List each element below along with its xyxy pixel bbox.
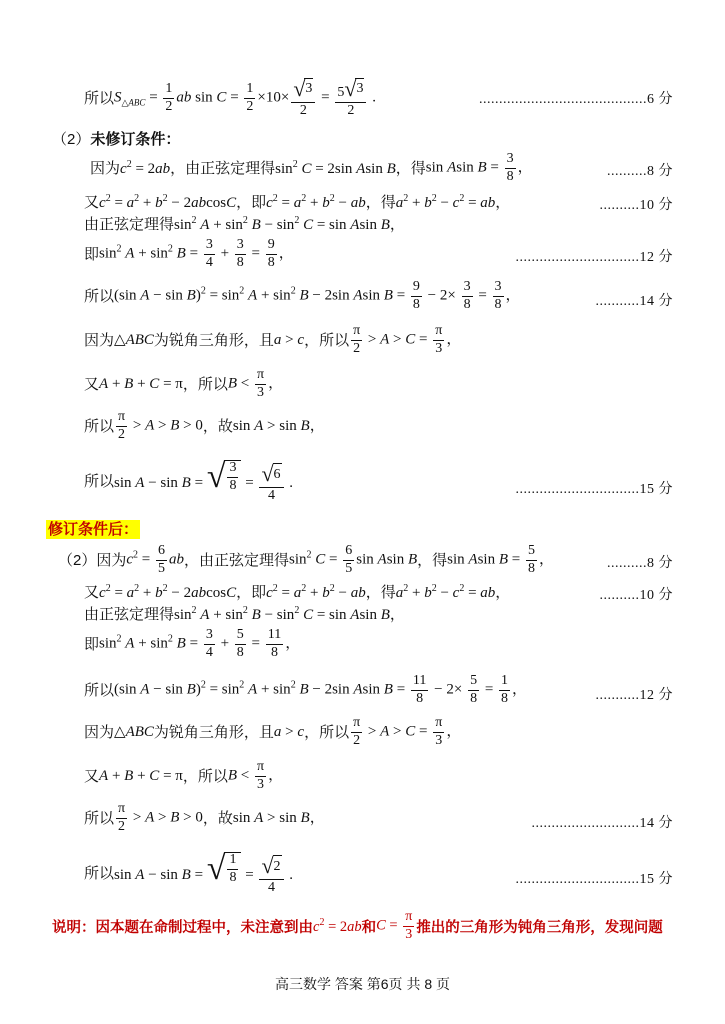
orig-l5-eq: (sin $A - \sin B)^2 = \sin^2 A + \sin^2 B - 2\sin$ Asin B = $\frac{9}{8}$ − 2× $\frac{3}{8}$ = $\frac{3}{8}$ ， <box>114 279 521 312</box>
rev-l1-eq1: $c^2$ = $\frac{6}{5}$ ab <box>126 543 184 576</box>
orig-l2-c: ，得 <box>365 194 396 211</box>
rev-l2-eq3: $a^2 + b^2 - c^2$ = ab， <box>395 583 511 601</box>
orig-l2-b: ，即 <box>236 194 267 211</box>
note-a: 说明：因本题在命制过程中，未注意到由 <box>52 919 313 936</box>
rev-line-8 <box>84 802 325 834</box>
orig-l5-a: 所以 <box>84 287 115 305</box>
rev-l6-tri: △ABC <box>114 723 154 740</box>
orig-line-1 <box>90 152 533 184</box>
rev-l7-eq2: B < $\frac{\pi}{3}$ ， <box>227 759 284 792</box>
orig-l1-c: ，得 <box>395 159 426 177</box>
rev-l9-a: 所以 <box>84 865 115 883</box>
score-6: ..........................................6 分 <box>479 92 673 107</box>
orig-line-8 <box>84 410 325 442</box>
rev-l7-b: ，所以 <box>182 767 228 785</box>
orig-l6-c: ，所以 <box>304 331 350 349</box>
rev-l2-a: 又 <box>84 584 100 601</box>
score-8b: ..........8 分 <box>607 556 673 571</box>
rev-l6-b: 为锐角三角形，且 <box>153 723 274 741</box>
orig-l8-b: ，故 <box>202 417 233 435</box>
note-eq1: $c^2 = 2ab$ <box>313 916 362 935</box>
orig-line-9 <box>84 460 293 504</box>
orig-l2-eq1: $c^2 = a^2 + b^2 - 2abcosC$ <box>99 193 237 211</box>
orig-l2-eq2: $c^2 = a^2 + b^2$ − ab <box>266 193 366 211</box>
part1-formula: $S_{\triangle ABC}$ = $\frac{1}{2}$ ab sin C = $\frac{1}{2}$ ×10× √ 3 2 = 5 √ 3 2 . <box>114 76 376 118</box>
orig-l7-eq1: A + B + C = π <box>99 375 183 392</box>
rev-l6-c: ，所以 <box>304 723 350 741</box>
orig-l1-eq2: $\sin^2 C = 2\sin$ Asin B <box>275 158 396 177</box>
orig-l3-a: 由正弦定理得 <box>84 216 175 233</box>
section-revised-heading <box>46 518 140 539</box>
orig-l1-b: ，由正弦定理得 <box>170 159 276 177</box>
orig-l1-eq3: sin Asin B = $\frac{3}{8}$ ， <box>425 151 533 184</box>
orig-line-2 <box>84 194 510 211</box>
note-eq2: C = $\frac{\pi}{3}$ <box>376 909 413 942</box>
section-original-label: （2） <box>52 131 91 148</box>
part1-result <box>84 78 376 118</box>
orig-l8-a: 所以 <box>84 417 115 435</box>
rev-l6-eq1: a > c <box>273 723 305 740</box>
orig-line-6 <box>84 324 461 356</box>
rev-l4-a: 即 <box>84 635 100 653</box>
rev-line-6 <box>84 716 461 748</box>
rev-line-9 <box>84 852 293 896</box>
rev-l1-a: 因为 <box>96 551 127 569</box>
orig-l6-a: 因为 <box>84 331 115 349</box>
rev-l3-a: 由正弦定理得 <box>84 606 175 623</box>
orig-l6-eq2: $\frac{\pi}{2}$ > A > C = $\frac{\pi}{3}$ ， <box>353 323 462 356</box>
orig-line-4 <box>84 238 294 270</box>
section-revised-title: 修订条件后： <box>48 521 139 538</box>
rev-line-7 <box>84 760 283 792</box>
score-10b: ..........10 分 <box>599 588 673 603</box>
rev-l1-eq3: sin Asin B = $\frac{5}{8}$ ， <box>447 543 555 576</box>
orig-line-5 <box>84 280 521 312</box>
section-original-title: 未修订条件： <box>90 131 181 148</box>
orig-line-7 <box>84 368 283 400</box>
rev-l1-b: ，由正弦定理得 <box>184 551 290 569</box>
orig-l8-eq2: sin A > sin B， <box>232 417 325 434</box>
orig-l7-a: 又 <box>84 375 100 393</box>
note-b: 和 <box>361 919 377 936</box>
rev-l7-a: 又 <box>84 767 100 785</box>
score-14a: ...........14 分 <box>595 294 673 309</box>
orig-l7-b: ，所以 <box>182 375 228 393</box>
page-footer: 高三数学 答案 第6页 共 8 页 <box>274 976 451 992</box>
rev-l8-eq2: sin A > sin B， <box>232 809 325 826</box>
rev-l2-eq1: $c^2 = a^2 + b^2 - 2abcosC$ <box>99 583 237 601</box>
score-12a: ...............................12 分 <box>515 250 673 265</box>
score-14b: ...........................14 分 <box>531 816 673 831</box>
rev-l6-a: 因为 <box>84 723 115 741</box>
orig-l1-eq1: $c^2 = 2ab$ <box>120 158 171 177</box>
rev-l5-eq: (sin $A - \sin B)^2 = \sin^2 A + \sin^2 B - 2\sin$ Asin B = $\frac{11}{8}$ − 2× $\frac{5}{8}$ = $\frac{1}{8}$ ， <box>114 673 528 706</box>
orig-l6-tri: △ABC <box>114 331 154 348</box>
score-12b: ...........12 分 <box>595 688 673 703</box>
rev-line-4 <box>84 628 300 660</box>
rev-l7-eq1: A + B + C = π <box>99 767 183 784</box>
orig-l3-eq: $\sin^2 A + \sin^2 B - \sin^2 C = \sin Asin$ B， <box>174 215 405 233</box>
section-original-heading <box>52 128 180 149</box>
section-revised-label: （2） <box>58 551 97 569</box>
orig-l2-a: 又 <box>84 194 100 211</box>
orig-l6-eq1: a > c <box>273 331 305 348</box>
rev-line-5 <box>84 674 527 706</box>
orig-l9-a: 所以 <box>84 473 115 491</box>
rev-l2-b: ，即 <box>236 584 267 601</box>
rev-line-1 <box>58 544 554 576</box>
orig-l9-eq: sin A − sin B = √ $\frac{3}{8}$ = √ 6 4 . <box>114 458 294 504</box>
score-15a: ...............................15 分 <box>515 482 673 497</box>
rev-l4-eq: $\sin^2 A + \sin^2 B$ = $\frac{3}{4}$ + $\frac{5}{8}$ = $\frac{11}{8}$ ， <box>99 627 301 660</box>
orig-l8-eq1: $\frac{\pi}{2}$ > A > B > 0 <box>118 409 203 442</box>
score-10a: ..........10 分 <box>599 198 673 213</box>
score-15b: ...............................15 分 <box>515 872 673 887</box>
orig-l1-a: 因为 <box>90 159 121 177</box>
rev-line-2 <box>84 584 510 601</box>
rev-l8-b: ，故 <box>202 809 233 827</box>
orig-l4-eq: $\sin^2 A + \sin^2 B$ = $\frac{3}{4}$ + $\frac{3}{8}$ = $\frac{9}{8}$ ， <box>99 237 294 270</box>
orig-l7-eq2: B < $\frac{\pi}{3}$ ， <box>227 367 284 400</box>
rev-l8-a: 所以 <box>84 809 115 827</box>
rev-l5-a: 所以 <box>84 681 115 699</box>
rev-l2-c: ，得 <box>365 584 396 601</box>
rev-l9-eq: sin A − sin B = √ $\frac{1}{8}$ = √ 2 4 . <box>114 850 294 896</box>
rev-l1-eq2: $\sin^2 C$ = $\frac{6}{5}$ sin Asin B <box>289 543 418 576</box>
note-line <box>52 910 663 942</box>
orig-l2-eq3: $a^2 + b^2 - c^2$ = ab， <box>395 193 511 211</box>
orig-l6-b: 为锐角三角形，且 <box>153 331 274 349</box>
note-c: 推出的三角形为钝角三角形，发现问题 <box>416 919 663 936</box>
score-8a: ..........8 分 <box>607 164 673 179</box>
rev-l6-eq2: $\frac{\pi}{2}$ > A > C = $\frac{\pi}{3}$ ， <box>353 715 462 748</box>
rev-l1-c: ，得 <box>417 551 448 569</box>
part1-intro: 所以 <box>84 89 115 107</box>
rev-l8-eq1: $\frac{\pi}{2}$ > A > B > 0 <box>118 801 203 834</box>
rev-l2-eq2: $c^2 = a^2 + b^2$ − ab <box>266 583 366 601</box>
rev-line-3 <box>84 606 405 623</box>
rev-l3-eq: $\sin^2 A + \sin^2 B - \sin^2 C = \sin Asin$ B， <box>174 605 405 623</box>
orig-l4-a: 即 <box>84 245 100 263</box>
orig-line-3 <box>84 216 405 233</box>
